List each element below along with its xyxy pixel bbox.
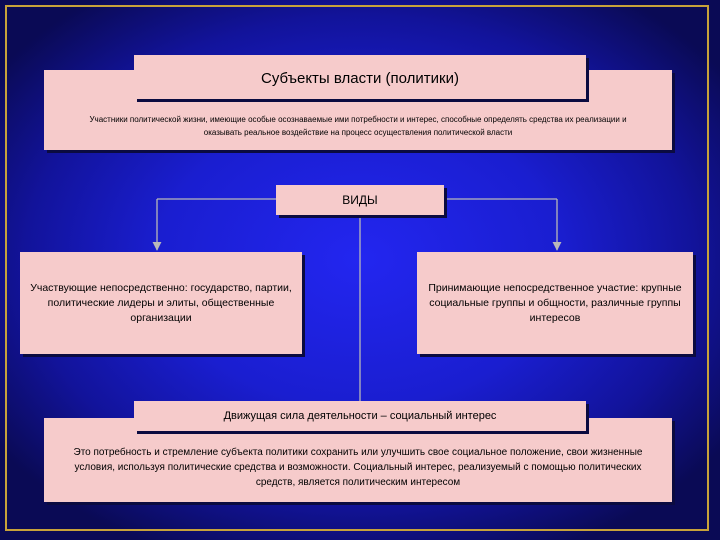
direct-participants-text: Участвующие непосредственно: государство, партии, политические лидеры и элиты, общественные организации (30, 281, 292, 324)
driving-force-box (134, 401, 586, 431)
types-label: ВИДЫ (342, 193, 378, 207)
page-title: Субъекты власти (политики) (261, 69, 459, 87)
title-box (134, 55, 586, 99)
indirect-participants-text: Принимающие непосредственное участие: крупные социальные группы и общности, различные группы интересов (428, 281, 682, 324)
indirect-participants-box (417, 252, 693, 354)
interest-definition-text: Это потребность и стремление субъекта политики сохранить или улучшить свое социальное положение, свои жизненные условия, используя политические средства и возможности. Социальный интерес, реализуемый с помощью политических средств, является политическим интересом (73, 446, 643, 488)
driving-force-text: Движущая сила деятельности – социальный интерес (223, 410, 497, 422)
definition-text: Участники политической жизни, имеющие особые осознаваемые ими потребности и интерес, способные определять средства их реализации и оказывать реальное воздействие на процесс осуществления политической власти (89, 115, 627, 137)
direct-participants-box (20, 252, 302, 354)
types-box (276, 185, 444, 215)
